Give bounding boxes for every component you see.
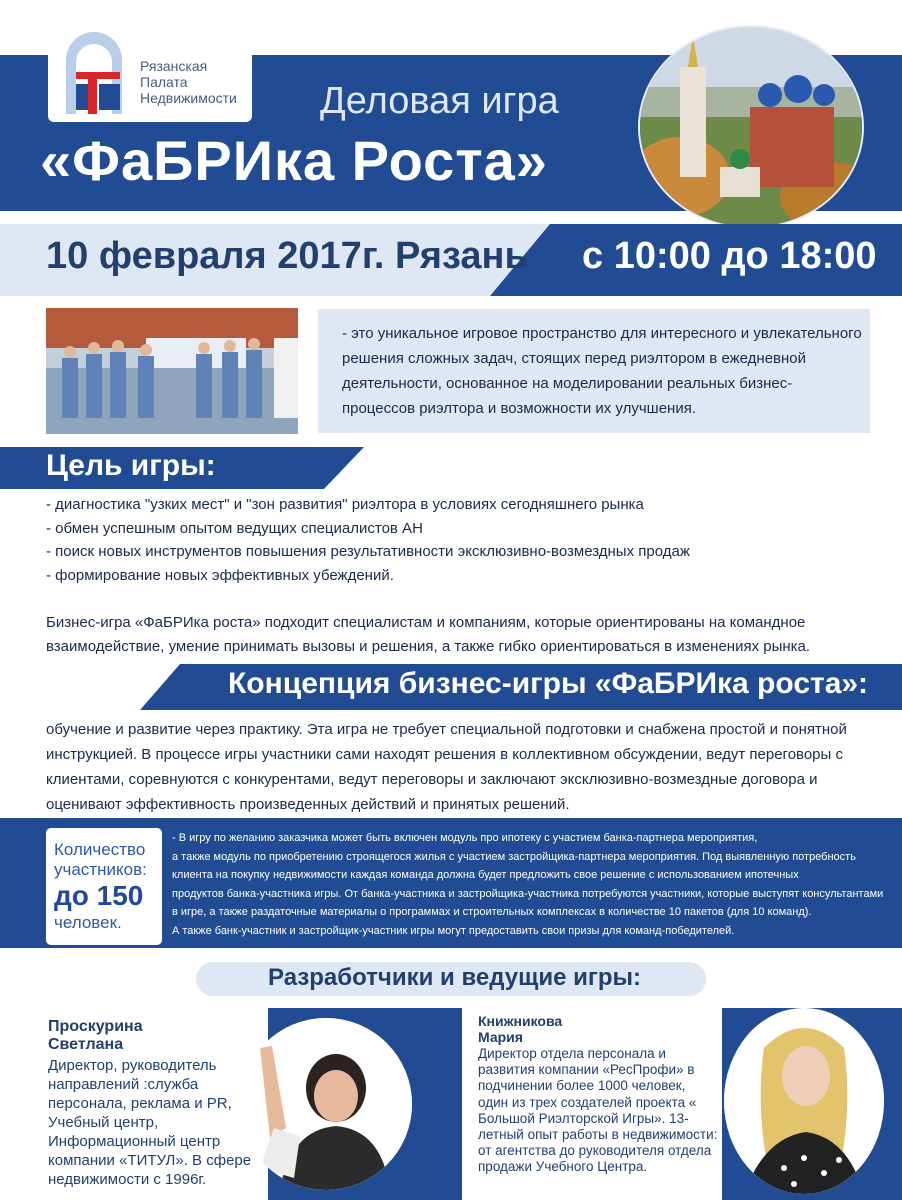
developer-2-name [478,1013,562,1045]
event-time: с 10:00 до 18:00 [582,235,877,277]
participants-line: - В игру по желанию заказчика может быть включен модуль про ипотеку с участием банка-партнера мероприятия, [172,832,758,844]
logo-text [140,58,237,106]
logo-mark-icon [54,22,134,118]
developer-1-description: Директор, руководитель направлений :служба персонала, реклама и PR, Учебный центр, Информационный центр компании «ТИТУЛ». В сфере недвижимости с 1996г. [48,1057,252,1188]
logo-line-2: Палата [140,74,188,90]
event-subtitle: Деловая игра [320,80,559,122]
city-photo [638,25,864,229]
developer-1-name [48,1018,143,1054]
participants-line: в игре, а также раздаточные материалы о программах и строительных комплексах в количестве 10 пакетов (для 10 команд). [172,906,812,919]
intro-text: - это уникальное игровое пространство для интересного и увлекательного решения сложных задач, стоящих перед риэлтором в ежедневной деятельности, основанное на моделировании реальных бизнес-процессов риэлтора и возможности их улучшения. [342,325,862,417]
goal-item: - обмен успешным опытом ведущих специалистов АН [46,519,423,537]
developers-title: Разработчики и ведущие игры: [268,964,642,991]
developer-2-surname: Книжникова [478,1013,563,1029]
developer-1-firstname: Светлана [48,1036,124,1053]
goal-item: - диагностика "узких мест" и "зон развития" риэлтора в условиях сегодняшнего рынка [46,496,644,513]
goal-item: - поиск новых инструментов повышения результативности эксклюзивно-возмездных продаж [46,543,690,560]
audience-text: Бизнес-игра «ФаБРИка роста» подходит специалистам и компаниям, которые ориентированы на командное взаимодействие, умение принимать вызовы и решения, а также гибко ориентироваться в изменениях рынка. [46,614,811,655]
participants-line: продуктов банка-участника игры. От банка-участника и застройщика-участника потребуются участники, которые выступят консультантами [172,887,884,900]
participants-count: до 150 [54,880,144,911]
developer-1-surname: Проскурина [48,1018,143,1035]
participants-line: А также банк-участник и застройщик-участник игры могут предоставить свои призы для команд-победителей. [172,924,735,937]
goal-item: - формирование новых эффективных убеждений. [46,566,394,584]
logo-line-1: Рязанская [140,58,208,74]
logo-line-3: Недвижимости [140,90,237,106]
participants-text [172,829,884,941]
goals-title: Цель игры: [46,449,216,482]
participants-label-2: участников: [54,860,147,879]
developer-1-photo [240,1018,412,1190]
concept-title: Концепция бизнес-игры «ФаБРИка роста»: [228,667,869,700]
developer-2-photo [724,1008,884,1194]
participants-line: клиента на покупку недвижимости каждая команда должна будет предложить свое решение с использованием ипотечных [172,869,799,882]
developer-2-firstname: Мария [478,1029,523,1045]
participants-label-1: Количество [54,840,146,859]
event-date: 10 февраля 2017г. Рязань [46,235,528,277]
developer-2-description: Директор отдела персонала и развития компании «РесПрофи» в подчинении более 1000 человек, один из трех создателей проекта « Большой Риэлторской Игры». 13-летный опыт работы в недвижимости: от агентства до руководителя отдела продажи Учебного Центра. [478,1046,718,1175]
participants-line: а также модуль по приобретению строящегося жилья с участием застройщика-партнера мероприятия. Под выявленную потребность [172,850,856,863]
event-title: «ФаБРИка Роста» [40,129,548,192]
participants-label-3: человек. [54,913,122,932]
team-photo [46,308,298,434]
goals-list [46,493,690,587]
concept-text: обучение и развитие через практику. Эта игра не требует специальной подготовки и снабжена простой и понятной инструкцией. В процессе игры участники сами находят решения в коллективном обсуждении, ведут переговоры с клиентами, соревнуются с конкурентами, ведут переговоры и заключают эксклюзивно-возмездные договора и оценивают эффективность произведенных действий и принятых решений. [46,721,847,813]
logo [48,16,252,122]
